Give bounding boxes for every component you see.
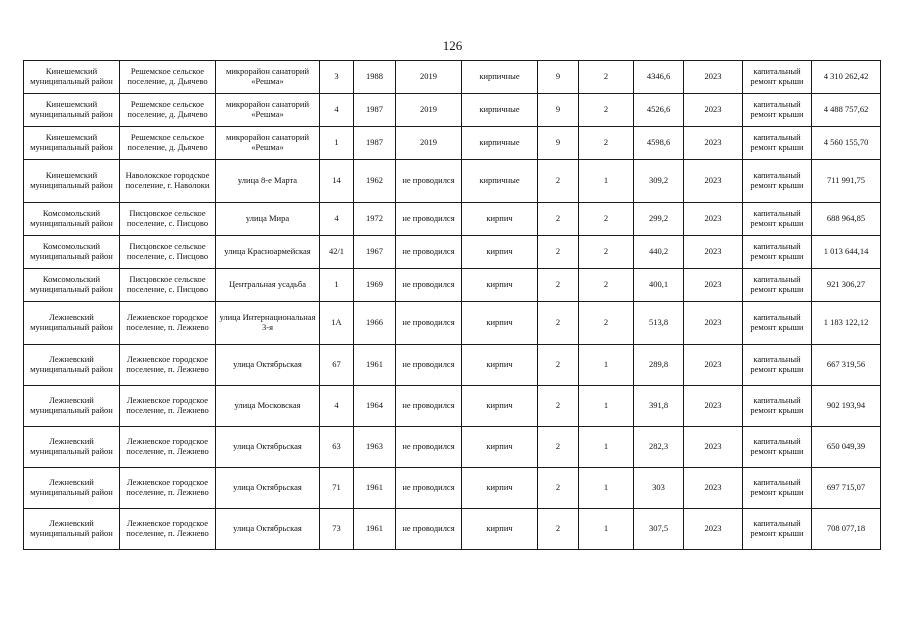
cell-settlement: Писцовское сельское поселение, с. Писцово [120, 269, 216, 302]
cell-last-repair: 2019 [396, 94, 462, 127]
cell-last-repair: не проводился [396, 386, 462, 427]
cell-entrances: 2 [579, 269, 634, 302]
cell-area: 4346,6 [634, 61, 684, 94]
cell-settlement: Решемское сельское поселение, д. Дьячево [120, 61, 216, 94]
table-row [24, 203, 881, 236]
cell-area: 309,2 [634, 160, 684, 203]
cell-address: улица Московская [216, 386, 320, 427]
cell-last-repair: 2019 [396, 127, 462, 160]
cell-address: улица 8-е Марта [216, 160, 320, 203]
cell-settlement: Лежневское городское поселение, п. Лежнево [120, 345, 216, 386]
cell-house: 14 [320, 160, 354, 203]
cell-work-type: капитальный ремонт крыши [743, 468, 812, 509]
cell-last-repair: не проводился [396, 236, 462, 269]
page-number: 126 [442, 38, 463, 53]
cell-house: 63 [320, 427, 354, 468]
cell-work-type: капитальный ремонт крыши [743, 386, 812, 427]
cell-area: 4526,6 [634, 94, 684, 127]
cell-year-built: 1961 [354, 345, 396, 386]
cell-area: 303 [634, 468, 684, 509]
cell-cost: 711 991,75 [812, 160, 881, 203]
cell-area: 282,3 [634, 427, 684, 468]
table-row [24, 61, 881, 94]
cell-last-repair: не проводился [396, 302, 462, 345]
cell-plan-year: 2023 [684, 427, 743, 468]
cell-plan-year: 2023 [684, 345, 743, 386]
table-row [24, 236, 881, 269]
cell-area: 513,8 [634, 302, 684, 345]
cell-last-repair: не проводился [396, 345, 462, 386]
cell-material: кирпичные [462, 61, 538, 94]
cell-material: кирпич [462, 203, 538, 236]
cell-settlement: Лежневское городское поселение, п. Лежнево [120, 386, 216, 427]
cell-year-built: 1988 [354, 61, 396, 94]
cell-area: 4598,6 [634, 127, 684, 160]
cell-cost: 697 715,07 [812, 468, 881, 509]
cell-settlement: Лежневское городское поселение, п. Лежнево [120, 468, 216, 509]
cell-address: микрорайон санаторий «Решма» [216, 94, 320, 127]
cell-entrances: 2 [579, 203, 634, 236]
table-row [24, 468, 881, 509]
cell-address: улица Мира [216, 203, 320, 236]
cell-year-built: 1967 [354, 236, 396, 269]
cell-plan-year: 2023 [684, 127, 743, 160]
cell-material: кирпич [462, 345, 538, 386]
cell-address: улица Октябрьская [216, 345, 320, 386]
cell-material: кирпич [462, 269, 538, 302]
cell-plan-year: 2023 [684, 269, 743, 302]
cell-district: Лежневский муниципальный район [24, 509, 120, 550]
cell-year-built: 1961 [354, 468, 396, 509]
cell-house: 1 [320, 127, 354, 160]
cell-plan-year: 2023 [684, 302, 743, 345]
cell-year-built: 1966 [354, 302, 396, 345]
cell-cost: 921 306,27 [812, 269, 881, 302]
cell-material: кирпич [462, 386, 538, 427]
cell-entrances: 2 [579, 127, 634, 160]
cell-district: Комсомольский муниципальный район [24, 203, 120, 236]
cell-plan-year: 2023 [684, 61, 743, 94]
cell-work-type: капитальный ремонт крыши [743, 427, 812, 468]
cell-floors: 2 [538, 427, 579, 468]
cell-last-repair: не проводился [396, 509, 462, 550]
cell-floors: 2 [538, 302, 579, 345]
cell-plan-year: 2023 [684, 509, 743, 550]
cell-district: Лежневский муниципальный район [24, 386, 120, 427]
cell-house: 3 [320, 61, 354, 94]
cell-work-type: капитальный ремонт крыши [743, 61, 812, 94]
cell-address: улица Октябрьская [216, 509, 320, 550]
cell-material: кирпичные [462, 94, 538, 127]
cell-address: микрорайон санаторий «Решма» [216, 61, 320, 94]
cell-floors: 2 [538, 203, 579, 236]
cell-work-type: капитальный ремонт крыши [743, 160, 812, 203]
table-row [24, 345, 881, 386]
cell-year-built: 1987 [354, 94, 396, 127]
cell-material: кирпич [462, 427, 538, 468]
cell-material: кирпич [462, 468, 538, 509]
cell-house: 1 [320, 269, 354, 302]
cell-year-built: 1964 [354, 386, 396, 427]
cell-settlement: Писцовское сельское поселение, с. Писцово [120, 203, 216, 236]
table-row [24, 160, 881, 203]
cell-entrances: 2 [579, 94, 634, 127]
cell-floors: 2 [538, 386, 579, 427]
cell-district: Лежневский муниципальный район [24, 345, 120, 386]
cell-address: улица Красноармейская [216, 236, 320, 269]
cell-last-repair: не проводился [396, 427, 462, 468]
cell-material: кирпич [462, 236, 538, 269]
cell-work-type: капитальный ремонт крыши [743, 302, 812, 345]
cell-cost: 4 560 155,70 [812, 127, 881, 160]
cell-work-type: капитальный ремонт крыши [743, 236, 812, 269]
cell-material: кирпич [462, 509, 538, 550]
cell-work-type: капитальный ремонт крыши [743, 127, 812, 160]
cell-entrances: 2 [579, 236, 634, 269]
cell-plan-year: 2023 [684, 386, 743, 427]
cell-settlement: Писцовское сельское поселение, с. Писцово [120, 236, 216, 269]
cell-year-built: 1961 [354, 509, 396, 550]
cell-work-type: капитальный ремонт крыши [743, 269, 812, 302]
cell-district: Лежневский муниципальный район [24, 427, 120, 468]
cell-settlement: Лежневское городское поселение, п. Лежнево [120, 427, 216, 468]
cell-area: 289,8 [634, 345, 684, 386]
table-row [24, 427, 881, 468]
cell-plan-year: 2023 [684, 468, 743, 509]
cell-area: 391,8 [634, 386, 684, 427]
cell-floors: 9 [538, 61, 579, 94]
cell-plan-year: 2023 [684, 160, 743, 203]
cell-last-repair: не проводился [396, 468, 462, 509]
registry-table [23, 60, 881, 550]
table-row [24, 509, 881, 550]
cell-house: 42/1 [320, 236, 354, 269]
cell-settlement: Решемское сельское поселение, д. Дьячево [120, 127, 216, 160]
cell-plan-year: 2023 [684, 94, 743, 127]
cell-cost: 688 964,85 [812, 203, 881, 236]
cell-address: микрорайон санаторий «Решма» [216, 127, 320, 160]
cell-entrances: 1 [579, 345, 634, 386]
cell-settlement: Решемское сельское поселение, д. Дьячево [120, 94, 216, 127]
cell-entrances: 1 [579, 386, 634, 427]
cell-cost: 4 310 262,42 [812, 61, 881, 94]
cell-material: кирпичные [462, 160, 538, 203]
cell-cost: 667 319,56 [812, 345, 881, 386]
cell-district: Лежневский муниципальный район [24, 302, 120, 345]
cell-entrances: 2 [579, 302, 634, 345]
cell-address: улица Октябрьская [216, 427, 320, 468]
cell-entrances: 1 [579, 427, 634, 468]
cell-house: 67 [320, 345, 354, 386]
cell-material: кирпич [462, 302, 538, 345]
cell-district: Кинешемский муниципальный район [24, 94, 120, 127]
cell-area: 307,5 [634, 509, 684, 550]
cell-floors: 9 [538, 127, 579, 160]
table-row [24, 127, 881, 160]
cell-area: 440,2 [634, 236, 684, 269]
cell-area: 400,1 [634, 269, 684, 302]
cell-cost: 902 193,94 [812, 386, 881, 427]
cell-work-type: капитальный ремонт крыши [743, 94, 812, 127]
cell-settlement: Лежневское городское поселение, п. Лежнево [120, 302, 216, 345]
cell-work-type: капитальный ремонт крыши [743, 203, 812, 236]
cell-entrances: 1 [579, 509, 634, 550]
cell-address: Центральная усадьба [216, 269, 320, 302]
cell-settlement: Лежневское городское поселение, п. Лежнево [120, 509, 216, 550]
cell-district: Кинешемский муниципальный район [24, 61, 120, 94]
cell-cost: 1 013 644,14 [812, 236, 881, 269]
cell-district: Комсомольский муниципальный район [24, 269, 120, 302]
cell-address: улица Октябрьская [216, 468, 320, 509]
cell-floors: 2 [538, 269, 579, 302]
cell-entrances: 2 [579, 61, 634, 94]
cell-entrances: 1 [579, 160, 634, 203]
cell-area: 299,2 [634, 203, 684, 236]
cell-floors: 2 [538, 468, 579, 509]
cell-last-repair: не проводился [396, 269, 462, 302]
cell-floors: 2 [538, 509, 579, 550]
table-body [24, 61, 881, 550]
cell-plan-year: 2023 [684, 203, 743, 236]
cell-cost: 708 077,18 [812, 509, 881, 550]
cell-cost: 4 488 757,62 [812, 94, 881, 127]
cell-plan-year: 2023 [684, 236, 743, 269]
cell-address: улица Интернациональная 3-я [216, 302, 320, 345]
cell-year-built: 1963 [354, 427, 396, 468]
table-row [24, 302, 881, 345]
cell-floors: 2 [538, 160, 579, 203]
cell-house: 4 [320, 203, 354, 236]
cell-last-repair: не проводился [396, 160, 462, 203]
cell-work-type: капитальный ремонт крыши [743, 509, 812, 550]
cell-floors: 9 [538, 94, 579, 127]
cell-floors: 2 [538, 345, 579, 386]
cell-material: кирпичные [462, 127, 538, 160]
cell-district: Кинешемский муниципальный район [24, 160, 120, 203]
cell-year-built: 1969 [354, 269, 396, 302]
cell-settlement: Наволокское городское поселение, г. Наволоки [120, 160, 216, 203]
table-row [24, 94, 881, 127]
cell-entrances: 1 [579, 468, 634, 509]
cell-house: 1А [320, 302, 354, 345]
cell-last-repair: 2019 [396, 61, 462, 94]
cell-house: 73 [320, 509, 354, 550]
cell-house: 4 [320, 94, 354, 127]
cell-cost: 1 183 122,12 [812, 302, 881, 345]
cell-year-built: 1972 [354, 203, 396, 236]
cell-district: Кинешемский муниципальный район [24, 127, 120, 160]
cell-house: 4 [320, 386, 354, 427]
cell-year-built: 1962 [354, 160, 396, 203]
cell-last-repair: не проводился [396, 203, 462, 236]
cell-cost: 650 049,39 [812, 427, 881, 468]
cell-year-built: 1987 [354, 127, 396, 160]
table-row [24, 269, 881, 302]
table-row [24, 386, 881, 427]
cell-district: Комсомольский муниципальный район [24, 236, 120, 269]
cell-floors: 2 [538, 236, 579, 269]
cell-work-type: капитальный ремонт крыши [743, 345, 812, 386]
cell-house: 71 [320, 468, 354, 509]
cell-district: Лежневский муниципальный район [24, 468, 120, 509]
